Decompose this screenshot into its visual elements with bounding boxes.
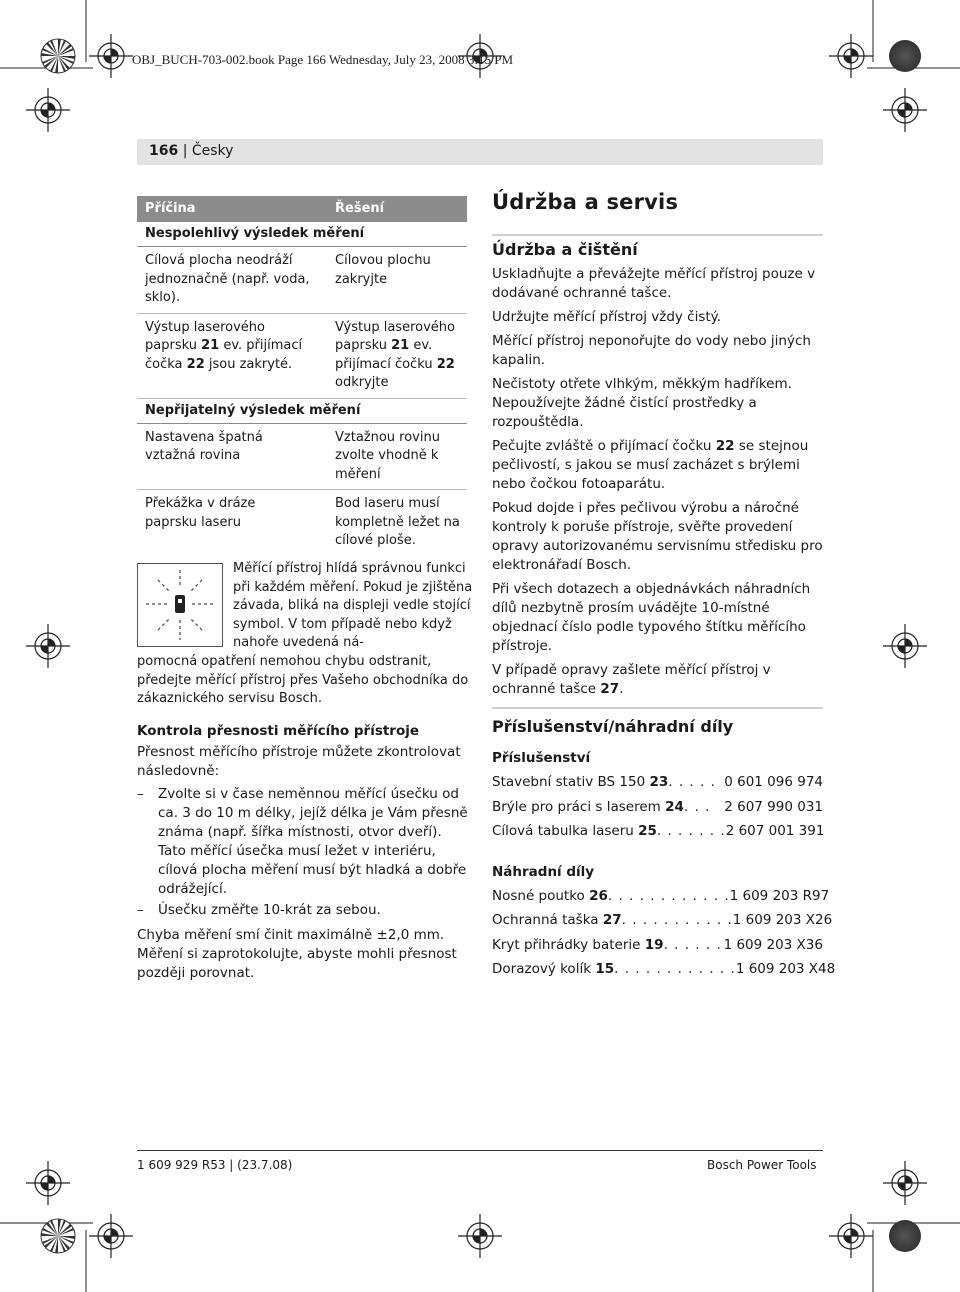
fix-cell: Výstup laserového paprsku 21 ev. přijímací čočku 22 odkryjte [335,319,455,390]
fix-cell: Cílovou plochu zakryjte [335,253,431,287]
col-fix-header: Řešení [335,201,385,216]
accessories-heading: Příslušenství [492,750,591,766]
troubleshooting-table [137,196,467,556]
monitor-text-continued: pomocná opatření nemohou chybu odstranit, předejte měřící přístroj přes Vašeho obchodníka do zákaznického servisu Bosch. [137,654,469,706]
page-number: 166 [149,143,179,159]
list-item: Stavební stativ BS 150 23 . . . . . 0 601 096 974 [492,774,823,791]
service-paragraph: Uskladňujte a převážejte měřící přístroj pouze v dodávané ochranné tašce. [492,266,816,301]
table-row [137,424,467,491]
service-paragraph: Měřící přístroj neponořujte do vody nebo jiných kapalin. [492,333,811,368]
cause-cell: Cílová plocha neodráží jednoznačně (např. voda, sklo). [145,253,310,305]
fix-cell: Bod laseru musí kompletně ležet na cílové ploše. [335,496,460,548]
accessories-title: Příslušenství/náhradní díly [492,717,734,736]
group-title: Nespolehlivý výsledek měření [137,222,467,247]
footer-rule [137,1150,823,1151]
print-slug: OBJ_BUCH-703-002.book Page 166 Wednesday, July 23, 2008 3:15 PM [132,52,514,67]
footer-doc-number: 1 609 929 R53 | (23.7.08) [137,1158,293,1172]
blinking-symbol-figure [137,563,223,647]
service-paragraph: Pokud dojde i přes pečlivou výrobu a náročné kontroly k poruše přístroje, svěřte provedení opravy autorizovanému servisnímu středisku pro elektronářadí Bosch. [492,500,823,573]
service-title: Údržba a servis [492,190,679,214]
list-item: – Úsečku změřte 10-krát za sebou. [137,901,473,920]
service-paragraph: Udržujte měřící přístroj vždy čistý. [492,309,722,325]
error-blink-icon [138,564,222,646]
list-item: Ochranná taška 27 . . . . . . . . . . . 1 609 203 X26 [492,912,833,929]
group-title: Nepřijatelný výsledek měření [137,399,467,424]
accuracy-outro: Chyba měření smí činit maximálně ±2,0 mm. Měření si zaprotokolujte, abyste mohli přesnost později porovnat. [137,927,457,981]
page-header-band [137,139,823,165]
fix-cell: Vztažnou rovinu zvolte vhodně k měření [335,429,440,482]
spare-parts-heading: Náhradní díly [492,863,595,880]
accuracy-intro: Přesnost měřícího přístroje můžete zkontrolovat následovně: [137,744,461,779]
list-item: Dorazový kolík 15 . . . . . . . . . . . . 1 609 203 X48 [492,961,836,978]
accuracy-section [137,723,473,983]
cause-cell: Nastavena špatná vztažná rovina [145,429,263,463]
service-paragraph: Nečistoty otřete vlhkým, měkkým hadříkem. Nepoužívejte žádné čistící prostředky a rozpouštědla. [492,376,792,430]
cause-cell: Překážka v dráze paprsku laseru [145,496,256,530]
maintenance-heading: Údržba a čištění [492,240,638,259]
footer-brand: Bosch Power Tools [707,1158,817,1172]
list-item: Nosné poutko 26 . . . . . . . . . . . . 1 609 203 R97 [492,887,830,904]
list-item: – Zvolte si v čase neměnnou měřící úsečku od ca. 3 do 10 m délky, jejíž délka je Vám přesně známa (např. šířka místnosti, otvor dveří). Tato měřící úsečka musí ležet v interiéru, cílová plocha měření musí být hladká a dobře odrážející. [137,785,473,899]
service-paragraph: V případě opravy zašlete měřící přístroj v ochranné tašce 27. [492,662,771,697]
service-section [492,190,823,699]
table-row [137,490,467,556]
table-row [137,247,467,314]
header-separator: | [182,143,188,159]
cause-cell: Výstup laserového paprsku 21 ev. přijímací čočka 22 jsou zakryté. [145,319,303,372]
accuracy-heading: Kontrola přesnosti měřícího přístroje [137,723,420,739]
list-item: Brýle pro práci s laserem 24 . . . 2 607 990 031 [492,798,823,815]
col-cause-header: Příčina [145,201,196,216]
header-language: Česky [191,143,234,159]
accessories-section [492,707,836,982]
table-header [137,196,467,222]
spare-parts-list [492,884,836,982]
list-item: Kryt přihrádky baterie 19 . . . . . . 1 609 203 X36 [492,936,823,953]
monitor-text: Měřící přístroj hlídá správnou funkci při každém měření. Pokud je zjištěna závada, bliká na displeji vedle stojící symbol. V tom případě nebo když nahoře uvedená ná- [233,561,473,650]
accessories-list [492,770,823,844]
service-paragraph: Pečujte zvláště o přijímací čočku 22 se stejnou pečlivostí, s jakou se musí zacházet s brýlemi nebo čočkou fotoaparátu. [492,438,809,492]
table-row [137,314,467,399]
list-item: Cílová tabulka laseru 25 . . . . . . . 2 607 001 391 [492,823,825,840]
service-paragraph: Při všech dotazech a objednávkách náhradních dílů nezbytně prosím uvádějte 10-místné objednací číslo podle typového štítku měřícího přístroje. [492,581,811,654]
